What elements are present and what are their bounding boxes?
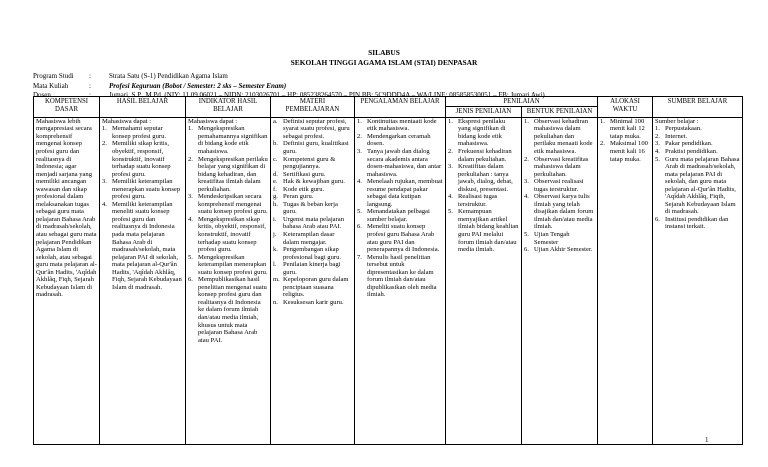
info-value: Strata Satu (S-1) Pendidikan Agama Islam [109, 72, 228, 80]
list-text: Urgensi mata pelajaran bahasa Arab atau PAI. [283, 215, 345, 231]
alokasi-list [600, 118, 650, 163]
list-marker: 1. [655, 125, 660, 133]
list-text: Observasi karya tulis ilmiah yang telah disajikan dalam forum ilmiah dan/atau media ilmiah. [534, 193, 594, 231]
list-text: Mendeskripsikan secara komprehensif mengenai suatu konsep profesi guru. [198, 193, 268, 216]
list-item [102, 125, 183, 140]
list-text: Kontinuitas mentaati kode etik mahasiswa. [367, 117, 437, 133]
table-row [34, 117, 743, 444]
cell-sumber [653, 117, 743, 444]
list-item [655, 133, 740, 141]
list-marker: 3. [188, 193, 193, 201]
list-item [600, 140, 650, 163]
list-item [448, 148, 519, 163]
info-row-course [33, 82, 545, 92]
list-text: Realisasi tugas terstruktur. [458, 193, 498, 208]
cell-jenis [446, 117, 522, 444]
list-text: Ekspresi penilaku yang signifikan di bidang kode etik mahasiswa. [458, 117, 506, 148]
list-text: Kreatifitas dalam perkuliahan : tanya jawab, dialog, debat, diskusi, presentasi. [458, 163, 513, 193]
indikator-intro: Mahasiswa dapat : [188, 117, 238, 125]
list-item [188, 156, 268, 194]
cell-pengalaman [355, 117, 446, 444]
cell-kompetensi [34, 117, 100, 444]
list-marker: 3. [102, 178, 107, 186]
list-marker: 1. [524, 117, 529, 125]
list-marker: 4. [524, 193, 529, 201]
list-item [357, 133, 443, 148]
header-pengalaman: PENGALAMAN BELAJAR [355, 97, 446, 118]
header-jenis: JENIS PENILAIAN [446, 107, 522, 117]
list-marker: e. [273, 178, 278, 186]
list-marker: 1. [448, 117, 453, 125]
list-item [524, 193, 595, 231]
list-marker: 1. [357, 117, 362, 125]
header-row [34, 97, 743, 107]
list-item [655, 140, 740, 148]
list-marker: 3. [357, 148, 362, 155]
list-marker: 5. [448, 208, 453, 216]
list-marker: 6. [655, 215, 660, 223]
list-marker: 1. [102, 125, 107, 133]
list-marker: a. [273, 117, 278, 125]
list-item [273, 216, 352, 231]
list-marker: 2. [524, 155, 529, 163]
bentuk-list [524, 118, 595, 254]
list-item [655, 156, 740, 216]
list-marker: d. [273, 170, 278, 178]
info-label: Mata Kuliah [33, 81, 69, 90]
list-item [524, 118, 595, 156]
list-marker: 1. [188, 125, 193, 133]
list-marker: b. [273, 140, 278, 148]
list-text: Definisi guru, kualitikasi guru. [283, 140, 349, 155]
jenis-list [448, 118, 519, 254]
list-item [655, 216, 740, 231]
list-item [273, 171, 352, 179]
list-item [273, 186, 352, 194]
list-marker: h. [273, 200, 278, 208]
list-text: Keterampilan dasar dalam mengajar. [283, 231, 335, 246]
syllabus-table [33, 96, 743, 445]
header-bentuk: BENTUK PENILAIAN [522, 107, 598, 117]
list-item [357, 208, 443, 223]
list-marker: 4. [102, 200, 107, 208]
list-text: Minimal 100 menit kali 12 tatap muka. [610, 117, 645, 140]
list-item [600, 118, 650, 141]
info-colon: : [89, 81, 91, 90]
list-marker: 4. [357, 178, 362, 186]
list-marker: 5. [188, 253, 193, 261]
info-colon: : [89, 91, 91, 99]
list-item [188, 254, 268, 277]
list-text: Memiliki keterampilan menerapkan suatu konsep profesi guru. [112, 178, 181, 201]
page-number: 1 [705, 436, 709, 444]
document-heading [0, 48, 768, 68]
list-text: Internet. [665, 132, 688, 140]
list-text: Penilaian kinerja bagi guru. [283, 261, 341, 276]
list-marker: 6. [357, 223, 362, 231]
list-marker: 5. [524, 231, 529, 239]
cell-bentuk [522, 117, 598, 444]
list-item [102, 201, 183, 292]
list-text: Menelaah rujukan, membuat resume pendapat pakar sebagai data kutipan langsung. [367, 178, 443, 208]
list-item [273, 118, 352, 141]
info-colon: : [89, 72, 91, 80]
list-text: Mengekspresikan sikap kritis, obyektif, responsif, konstruktif, inovatif terhadap suatu konsep profesi guru. [198, 215, 266, 254]
list-marker: j. [273, 231, 277, 239]
list-item [273, 156, 352, 171]
list-text: Mengekspresikan perilaku belajar yang signifikan di bidang kehadiran, dan kreatifitas ilmiah dalam perkuliahan. [198, 155, 268, 193]
list-text: Institusi pendidikan dan instansi terkait. [665, 215, 729, 231]
list-item [273, 201, 352, 216]
header-materi: MATERI PEMBELAJARAN [271, 97, 355, 118]
header-alokasi: ALOKASI WAKTU [598, 97, 653, 118]
hasil-intro: Mahasiswa dapat : [102, 117, 152, 125]
list-item [188, 276, 268, 344]
header-sumber: SUMBER BELAJAR [653, 97, 743, 118]
list-text: Meneliti suatu konsep profesi guru Bahasa Arab atau guru PAI dan penerapannya di Indonesia. [367, 223, 440, 254]
sumber-list [655, 125, 740, 231]
list-text: Ujian Akhir Semester. [534, 246, 593, 254]
list-marker: n. [273, 298, 278, 306]
list-item [524, 246, 595, 254]
list-item [102, 140, 183, 178]
list-marker: f. [273, 185, 277, 193]
list-marker: 6. [524, 246, 529, 254]
list-item [655, 148, 740, 156]
info-value: Profesi Keguruan (Bobot / Semester: 2 sks – Semester Enam) [109, 81, 287, 90]
list-item [357, 148, 443, 178]
list-text: Memiliki sikap kritis, obyektif, responsif, konstruktif, inovatif terhadap suatu konsep profesi guru. [112, 140, 171, 178]
list-text: Menandatakan pelbagai sumber belajar. [367, 208, 430, 223]
list-marker: 2. [655, 132, 660, 140]
list-marker: 7. [357, 253, 362, 261]
header-penilaian: PENILAIAN [446, 97, 598, 107]
sumber-intro: Sumber belajar : [655, 117, 699, 125]
list-marker: 3. [655, 140, 660, 148]
list-item [357, 178, 443, 208]
syllabus-title: SILABUS [368, 48, 400, 57]
list-marker: 5. [357, 208, 362, 216]
list-item [448, 193, 519, 208]
list-marker: 2. [448, 148, 453, 155]
list-item [357, 118, 443, 133]
list-text: Peran guru. [283, 193, 314, 201]
indikator-list [188, 125, 268, 344]
list-marker: 3. [448, 163, 453, 171]
cell-hasil [100, 117, 186, 444]
list-item [655, 125, 740, 133]
list-text: Memahami seputar konsep profesi guru. [112, 125, 167, 140]
list-text: Definisi seputar profesi, syarat suatu profesi, guru sebagai profesi. [283, 117, 350, 140]
list-text: Frekuensi kehadiran dalam pekuliahan. [458, 148, 512, 163]
list-item [524, 178, 595, 193]
list-text: Mengekspresikan pemahamannya signifikan di bidang kode etik mahasiswa. [198, 125, 268, 155]
list-text: Hak & kewajiban guru. [283, 178, 345, 186]
list-marker: l. [273, 261, 277, 269]
list-marker: 2. [357, 132, 362, 140]
list-item [524, 156, 595, 179]
list-item [188, 216, 268, 254]
list-marker: 5. [655, 155, 660, 163]
list-text: Praktisi pendidikan. [665, 148, 718, 155]
list-item [273, 299, 352, 307]
info-row-program [33, 72, 545, 82]
list-marker: 2. [600, 140, 605, 148]
list-item [357, 223, 443, 253]
list-text: Kemampuan menyajikan artikel ilmiah bidang keahlian guru PAI melalui forum ilmiah dan/atau media ilmiah. [458, 208, 519, 254]
list-marker: 4. [188, 215, 193, 223]
list-item [273, 178, 352, 186]
hasil-list [102, 125, 183, 291]
list-text: Maksimal 100 menit kali 16 tatap muka. [610, 140, 648, 163]
list-item [273, 193, 352, 201]
list-text: Observasi realisasi tugas terstruktur. [534, 178, 584, 193]
list-marker: 1. [600, 117, 605, 125]
list-marker: g. [273, 193, 278, 201]
list-item [188, 193, 268, 216]
list-text: Observasi kreatifitas mahasiswa dalam perkuliahan. [534, 155, 589, 178]
list-text: Perpustakaan. [665, 125, 702, 133]
cell-indikator [186, 117, 271, 444]
list-text: Guru mata pelajaran Bahasa Arab di madrasah/sekolah, mata pelajaran PAI di sekolah, dan guru mata pelajaran al-Qur'ân Hadits, 'Aqîdah Akhlâq, Fiqih, Sejarah Kebudayaan Islam di madrasah. [665, 155, 740, 216]
list-marker: k. [273, 246, 278, 254]
materi-list [273, 118, 352, 307]
list-item [357, 254, 443, 299]
list-text: Ujian Tengah Semester [534, 231, 570, 246]
list-item [273, 261, 352, 276]
info-label: Program Studi [33, 72, 74, 80]
list-item [273, 231, 352, 246]
list-item [448, 163, 519, 193]
header-kompetensi: KOMPETENSI DASAR [34, 97, 100, 118]
list-text: Memiliki keterampilan meneliti suatu konsep profesi guru dan realitasnya di Indonesia pada mata pelajaran Bahasa Arab di madrasah/sekolah, mata pelajaran PAI di sekolah, mata pelajaran al-Qur'ân Hadits, 'Aqîdah Akhlâq, Fiqh, Sejarah Kebudayaan Islam di madrasah. [112, 200, 182, 291]
list-text: Mendengarkan ceramah dosen. [367, 132, 431, 148]
list-text: Observasi kehadiran mahasiswa dalam pekuliahan dan perilaku menaati kode etik mahasiswa. [534, 117, 593, 155]
list-marker: c. [273, 155, 278, 163]
header-indikator: INDIKATOR HASIL BELAJAR [186, 97, 271, 118]
list-text: Sertifikasi guru. [283, 170, 326, 178]
info-value: Jumari, S.P., M.Pd. (NIY: 11.09.06021 – NIDN: 2103026701 – HP: 085238264570 – PIN BB: 5C9DDD4A – WA/LINE: 085858530051 – FB: Jumari Awi) [109, 91, 545, 99]
list-marker: 4. [655, 148, 660, 155]
list-item [524, 231, 595, 246]
list-item [448, 118, 519, 148]
cell-alokasi [598, 117, 653, 444]
list-item [448, 208, 519, 253]
list-marker: i. [273, 215, 277, 223]
cell-materi [271, 117, 355, 444]
list-text: Kepeloporan guru dalam penciptaan suasana religius. [283, 276, 349, 299]
list-item [102, 178, 183, 201]
list-text: Pakar pendidikan. [665, 140, 713, 148]
list-marker: 2. [102, 140, 107, 148]
list-text: Kode etik guru. [283, 185, 325, 193]
list-item [273, 276, 352, 299]
list-marker: 6. [188, 276, 193, 284]
info-label: Dosen [33, 91, 51, 99]
list-marker: m. [273, 276, 280, 284]
list-marker: 3. [524, 178, 529, 186]
list-text: Tanya jawab dan dialog secara akademis antara dosen-mahasiswa, dan antar mahasiswa. [367, 148, 442, 178]
pengalaman-list [357, 118, 443, 299]
list-item [273, 140, 352, 155]
list-item [273, 246, 352, 261]
list-text: Tugas & beban kerja guru. [283, 200, 338, 216]
kompetensi-text: Mahasiswa lebih mengapresiasi secara komprehensif mengenai konsep profesi guru dan realitasnya di Indonesia; agar menjadi sarjana yang memiliki ancangan wawasan dan sikap profesional dalam melaksanakan tugas sebagai guru mata pelajaran Bahasa Arab di madrasah/sekolah, atau sebagai guru mata pelajaran Pendidikan Agama Islam di sekolah, atau sebagai guru mata pelajaran al-Qur'ân Hadits, 'Aqîdah Akhlâq, Fiqh, Sejarah Kebudayaan Islam di madrasah. [36, 117, 97, 299]
header-hasil: HASIL BELAJAR [100, 97, 186, 118]
list-text: Pengembangan sikap profesional bagi guru. [283, 246, 342, 261]
list-text: Kompetensi guru & pengujiannya. [283, 155, 336, 171]
list-text: Menulis hasil penelitian tersebut untuk dipresentasikan ke dalam forum ilmiah dan/atau dipublikasikan oleh media ilmiah. [367, 253, 437, 299]
list-marker: 4. [448, 193, 453, 201]
list-text: Mengekspresikan keterampilan menerapkan suatu konsep profesi guru. [198, 253, 268, 276]
list-text: Mempublikasikan hasil penelitian mengenai suatu konsep profesi guru dan realitasnya di Indonesia ke dalam forum ilmiah dan/atau media ilmiah, khusus untuk mata pelajaran Bahasa Arab atau PAI. [198, 276, 267, 344]
list-marker: 2. [188, 155, 193, 163]
list-text: Kesuksesan karir guru. [283, 298, 344, 306]
institution-title: SEKOLAH TINGGI AGAMA ISLAM (STAI) DENPASAR [290, 58, 478, 67]
list-item [188, 125, 268, 155]
